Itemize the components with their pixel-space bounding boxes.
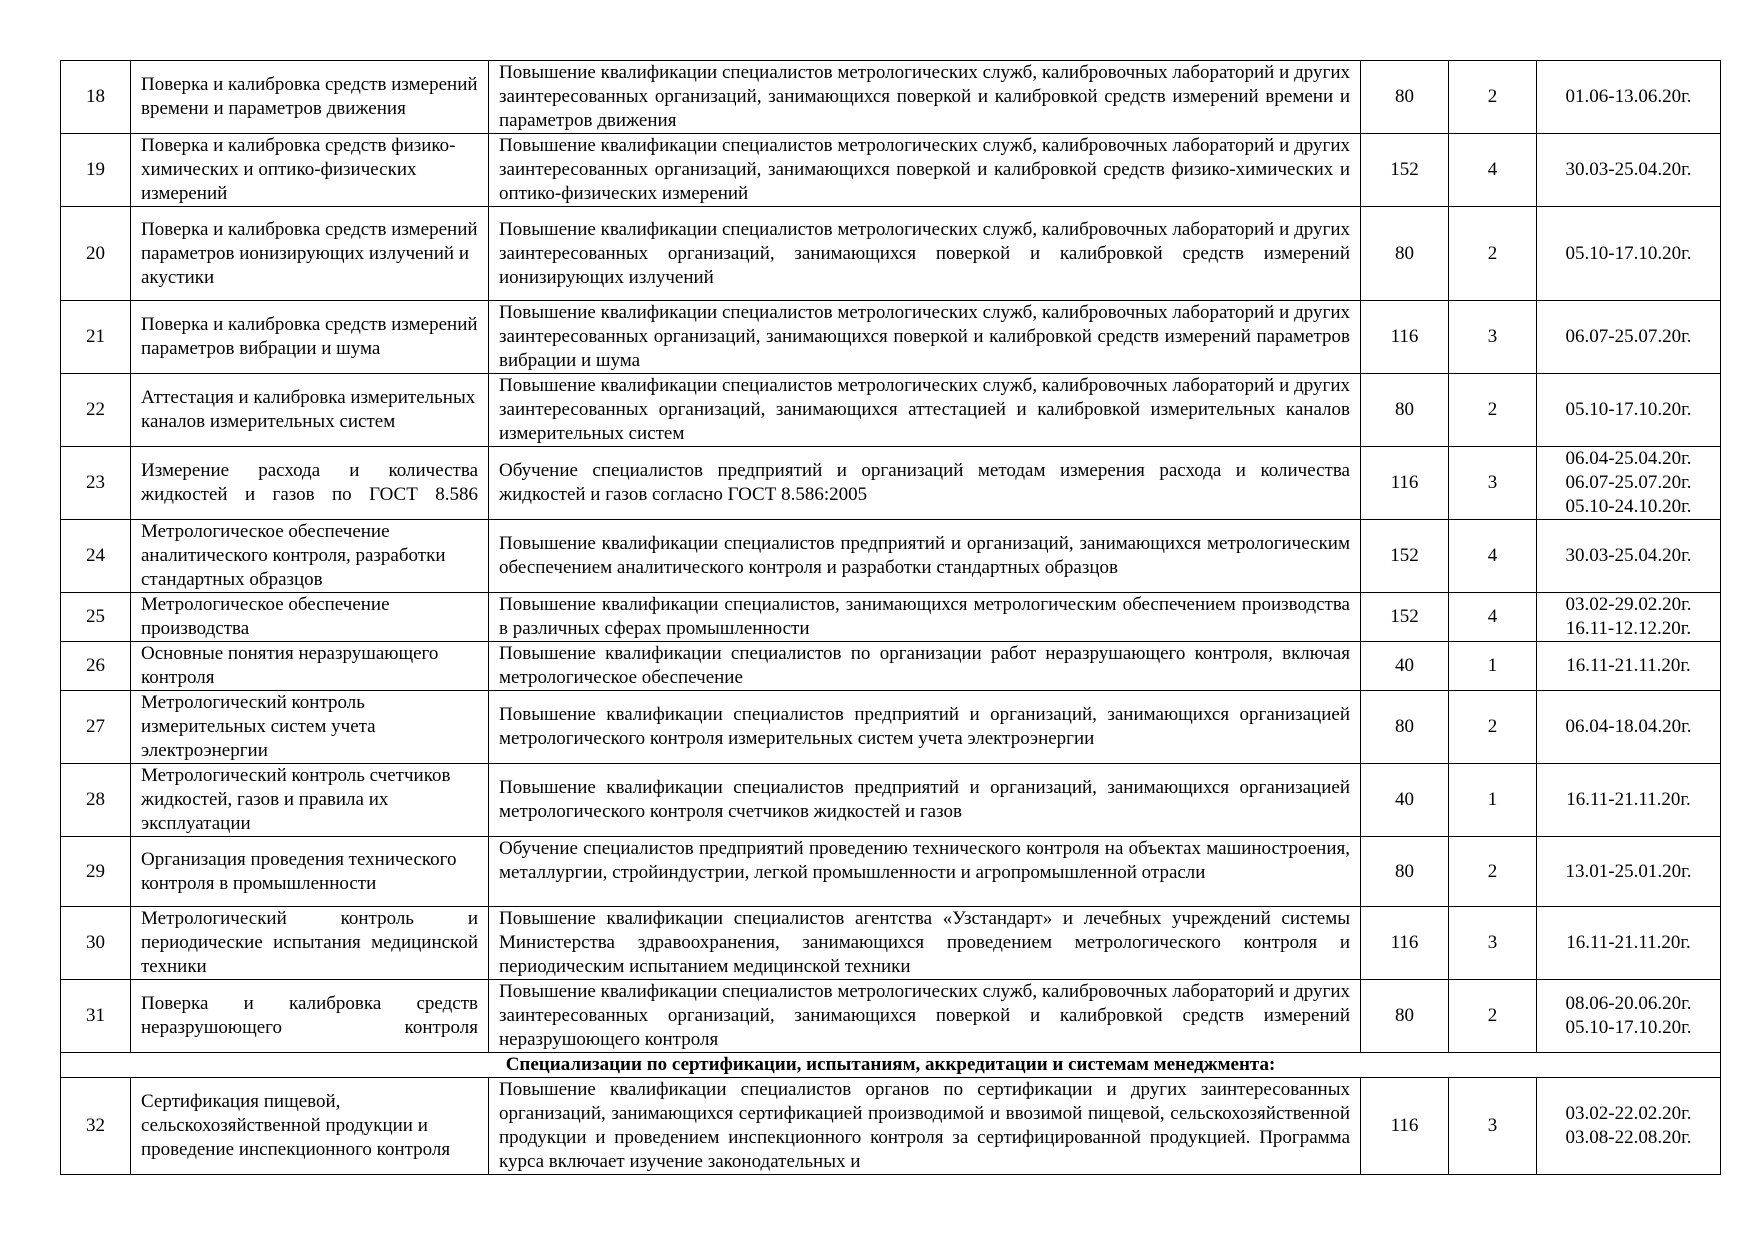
course-name: Метрологическое обеспечение производства xyxy=(141,594,390,639)
table-row xyxy=(61,1078,1721,1175)
row-number-cell xyxy=(61,301,131,374)
course-name-cell xyxy=(131,907,489,980)
row-number-cell xyxy=(61,1078,131,1175)
weeks-cell xyxy=(1449,374,1537,447)
course-description: Повышение квалификации специалистов метрологических служб, калибровочных лабораторий и других заинтересованных организаций, занимающихся аттестацией и калибровкой измерительных каналов измерительных систем xyxy=(499,375,1350,444)
course-hours: 40 xyxy=(1395,655,1414,676)
row-number-cell xyxy=(61,207,131,301)
course-date: 03.02-29.02.20г. xyxy=(1565,594,1692,615)
weeks-cell xyxy=(1449,61,1537,134)
row-number: 25 xyxy=(86,606,105,627)
course-weeks: 3 xyxy=(1487,326,1498,347)
hours-cell xyxy=(1361,61,1449,134)
course-hours: 40 xyxy=(1395,789,1414,810)
course-date: 06.04-18.04.20г. xyxy=(1565,716,1692,737)
course-name: Аттестация и калибровка измерительных каналов измерительных систем xyxy=(141,387,476,432)
row-number-cell xyxy=(61,837,131,907)
course-hours: 152 xyxy=(1390,159,1419,180)
course-hours: 80 xyxy=(1395,86,1414,107)
hours-cell xyxy=(1361,593,1449,642)
table-row xyxy=(61,764,1721,837)
dates-cell xyxy=(1537,907,1721,980)
weeks-cell xyxy=(1449,1078,1537,1175)
course-weeks: 2 xyxy=(1487,242,1498,264)
hours-cell xyxy=(1361,207,1449,301)
table-row xyxy=(61,593,1721,642)
row-number-cell xyxy=(61,593,131,642)
course-date: 16.11-12.12.20г. xyxy=(1565,618,1692,639)
courses-table xyxy=(60,60,1721,1175)
row-number: 30 xyxy=(86,932,105,953)
course-date: 16.11-21.11.20г. xyxy=(1566,655,1691,676)
course-date: 01.06-13.06.20г. xyxy=(1565,86,1692,107)
weeks-cell xyxy=(1449,134,1537,207)
row-number-cell xyxy=(61,520,131,593)
dates-cell xyxy=(1537,691,1721,764)
course-weeks: 2 xyxy=(1487,1005,1498,1026)
course-description-cell xyxy=(489,61,1361,134)
course-hours: 152 xyxy=(1390,545,1419,566)
dates-cell xyxy=(1537,642,1721,691)
weeks-cell xyxy=(1449,907,1537,980)
course-description-cell xyxy=(489,301,1361,374)
row-number-cell xyxy=(61,907,131,980)
course-weeks: 2 xyxy=(1487,716,1498,737)
dates-cell xyxy=(1537,134,1721,207)
course-weeks: 3 xyxy=(1487,1115,1498,1136)
row-number-cell xyxy=(61,374,131,447)
weeks-cell xyxy=(1449,207,1537,301)
table-row xyxy=(61,907,1721,980)
course-hours: 116 xyxy=(1390,472,1419,493)
course-description-cell xyxy=(489,207,1361,301)
course-name-cell xyxy=(131,1078,489,1175)
course-date: 03.02-22.02.20г. xyxy=(1565,1103,1692,1124)
course-description: Обучение специалистов предприятий проведению технического контроля на объектах машиностроения, металлургии, стройиндустрии, легкой промышленности и агропромышленной отрасли xyxy=(499,838,1350,883)
table-row xyxy=(61,642,1721,691)
hours-cell xyxy=(1361,134,1449,207)
hours-cell xyxy=(1361,642,1449,691)
course-description: Повышение квалификации специалистов предприятий и организаций, занимающихся метрологическим обеспечением аналитического контроля и разработки стандартных образцов xyxy=(499,533,1350,578)
table-row xyxy=(61,374,1721,447)
course-weeks: 1 xyxy=(1487,789,1498,810)
course-hours: 80 xyxy=(1395,860,1414,882)
course-hours: 80 xyxy=(1395,399,1414,420)
course-date: 16.11-21.11.20г. xyxy=(1566,789,1691,810)
weeks-cell xyxy=(1449,837,1537,907)
course-weeks: 4 xyxy=(1487,606,1498,627)
course-description-cell xyxy=(489,593,1361,642)
row-number: 27 xyxy=(86,716,105,737)
row-number: 23 xyxy=(86,472,105,493)
course-weeks: 2 xyxy=(1487,86,1498,107)
course-name: Сертификация пищевой, сельскохозяйственной продукции и проведение инспекционного контроля xyxy=(141,1091,451,1160)
course-description-cell xyxy=(489,374,1361,447)
course-description-cell xyxy=(489,691,1361,764)
course-name-cell xyxy=(131,301,489,374)
hours-cell xyxy=(1361,1078,1449,1175)
course-date: 06.04-25.04.20г. xyxy=(1565,448,1692,469)
course-name: Поверка и калибровка средств измерений времени и параметров движения xyxy=(141,74,478,119)
course-name-cell xyxy=(131,593,489,642)
course-name-cell xyxy=(131,764,489,837)
course-description-cell xyxy=(489,642,1361,691)
course-name-cell xyxy=(131,642,489,691)
section-title-cell xyxy=(61,1053,1721,1078)
section-header-row xyxy=(61,1053,1721,1078)
course-name: Организация проведения технического контроля в промышленности xyxy=(141,848,457,894)
dates-cell xyxy=(1537,301,1721,374)
course-description: Повышение квалификации специалистов метрологических служб, калибровочных лабораторий и других заинтересованных организаций, занимающихся поверкой и калибровкой средств измерений времени и параметров движения xyxy=(499,62,1350,131)
table-row xyxy=(61,61,1721,134)
row-number-cell xyxy=(61,134,131,207)
course-date: 05.10-17.10.20г. xyxy=(1565,1017,1692,1038)
row-number: 22 xyxy=(86,399,105,420)
course-description: Повышение квалификации специалистов предприятий и организаций, занимающихся организацией метрологического контроля счетчиков жидкостей и газов xyxy=(499,777,1350,822)
row-number-cell xyxy=(61,764,131,837)
row-number: 31 xyxy=(86,1005,105,1026)
dates-cell xyxy=(1537,207,1721,301)
course-description: Повышение квалификации специалистов, занимающихся метрологическим обеспечением производства в различных сферах промышленности xyxy=(499,594,1350,639)
table-row xyxy=(61,837,1721,907)
dates-cell xyxy=(1537,837,1721,907)
dates-cell xyxy=(1537,593,1721,642)
hours-cell xyxy=(1361,301,1449,374)
course-description-cell xyxy=(489,764,1361,837)
table-row xyxy=(61,980,1721,1053)
course-name-cell xyxy=(131,447,489,520)
course-description-cell xyxy=(489,837,1361,907)
course-date: 05.10-17.10.20г. xyxy=(1565,399,1692,420)
course-description: Повышение квалификации специалистов агентства «Узстандарт» и лечебных учреждений системы Министерства здравоохранения, занимающихся проведением метрологического контроля и периодическим испытанием медицинской техники xyxy=(499,908,1350,977)
course-description-cell xyxy=(489,907,1361,980)
dates-cell xyxy=(1537,374,1721,447)
course-name: Поверка и калибровка средств физико-химических и оптико-физических измерений xyxy=(141,135,456,204)
row-number: 18 xyxy=(86,86,105,107)
course-name: Поверка и калибровка средств измерений параметров вибрации и шума xyxy=(141,314,478,359)
course-name-cell xyxy=(131,837,489,907)
course-description: Повышение квалификации специалистов метрологических служб, калибровочных лабораторий и других заинтересованных организаций, занимающихся поверкой и калибровкой средств измерений неразрушоющего контроля xyxy=(499,981,1350,1050)
row-number: 28 xyxy=(86,789,105,810)
course-name-cell xyxy=(131,207,489,301)
dates-cell xyxy=(1537,980,1721,1053)
weeks-cell xyxy=(1449,980,1537,1053)
weeks-cell xyxy=(1449,691,1537,764)
course-hours: 80 xyxy=(1395,242,1414,264)
course-weeks: 3 xyxy=(1487,932,1498,953)
row-number-cell xyxy=(61,691,131,764)
table-row xyxy=(61,691,1721,764)
weeks-cell xyxy=(1449,642,1537,691)
course-weeks: 2 xyxy=(1487,860,1498,882)
table-row xyxy=(61,520,1721,593)
course-description-cell xyxy=(489,520,1361,593)
dates-cell xyxy=(1537,1078,1721,1175)
course-weeks: 4 xyxy=(1487,545,1498,566)
dates-cell xyxy=(1537,61,1721,134)
weeks-cell xyxy=(1449,301,1537,374)
hours-cell xyxy=(1361,374,1449,447)
course-name: Метрологическое обеспечение аналитического контроля, разработки стандартных образцов xyxy=(141,521,446,590)
course-hours: 152 xyxy=(1390,606,1419,627)
row-number: 21 xyxy=(86,326,105,347)
row-number: 19 xyxy=(86,159,105,180)
course-hours: 116 xyxy=(1390,932,1419,953)
table-row xyxy=(61,447,1721,520)
courses-table-body xyxy=(61,61,1721,1175)
course-name: Поверка и калибровка средств неразрушоющего контроля xyxy=(141,993,478,1038)
course-date: 05.10-17.10.20г. xyxy=(1565,242,1692,264)
dates-cell xyxy=(1537,764,1721,837)
course-date: 30.03-25.04.20г. xyxy=(1565,159,1692,180)
hours-cell xyxy=(1361,764,1449,837)
table-row xyxy=(61,301,1721,374)
course-hours: 80 xyxy=(1395,1005,1414,1026)
dates-cell xyxy=(1537,520,1721,593)
course-weeks: 4 xyxy=(1487,159,1498,180)
course-hours: 80 xyxy=(1395,716,1414,737)
course-weeks: 3 xyxy=(1487,472,1498,493)
weeks-cell xyxy=(1449,593,1537,642)
course-description: Повышение квалификации специалистов метрологических служб, калибровочных лабораторий и других заинтересованных организаций, занимающихся поверкой и калибровкой средств измерений ионизирующих излучений xyxy=(499,218,1350,288)
course-description: Повышение квалификации специалистов метрологических служб, калибровочных лабораторий и других заинтересованных организаций, занимающихся поверкой и калибровкой средств физико-химических и оптико-физических измерений xyxy=(499,135,1350,204)
course-name: Измерение расхода и количества жидкостей и газов по ГОСТ 8.586 xyxy=(141,460,478,505)
course-date: 05.10-24.10.20г. xyxy=(1565,496,1692,517)
course-description: Повышение квалификации специалистов предприятий и организаций, занимающихся организацией метрологического контроля измерительных систем учета электроэнергии xyxy=(499,704,1350,749)
course-date: 06.07-25.07.20г. xyxy=(1565,326,1692,347)
row-number: 24 xyxy=(86,545,105,566)
hours-cell xyxy=(1361,520,1449,593)
course-hours: 116 xyxy=(1390,1115,1419,1136)
course-date: 08.06-20.06.20г. xyxy=(1565,993,1692,1014)
course-date: 13.01-25.01.20г. xyxy=(1565,860,1692,882)
course-hours: 116 xyxy=(1390,326,1419,347)
table-row xyxy=(61,207,1721,301)
course-weeks: 2 xyxy=(1487,399,1498,420)
hours-cell xyxy=(1361,980,1449,1053)
course-name-cell xyxy=(131,61,489,134)
weeks-cell xyxy=(1449,447,1537,520)
course-description-cell xyxy=(489,134,1361,207)
hours-cell xyxy=(1361,907,1449,980)
course-name-cell xyxy=(131,691,489,764)
course-description-cell xyxy=(489,980,1361,1053)
course-name-cell xyxy=(131,520,489,593)
weeks-cell xyxy=(1449,520,1537,593)
course-date: 06.07-25.07.20г. xyxy=(1565,472,1692,493)
hours-cell xyxy=(1361,447,1449,520)
hours-cell xyxy=(1361,691,1449,764)
course-name: Метрологический контроль и периодические испытания медицинской техники xyxy=(141,908,478,977)
course-name: Метрологический контроль измерительных систем учета электроэнергии xyxy=(141,692,376,761)
course-name-cell xyxy=(131,374,489,447)
dates-cell xyxy=(1537,447,1721,520)
course-date: 16.11-21.11.20г. xyxy=(1566,932,1691,953)
section-title: Специализации по сертификации, испытаниям, аккредитации и системам менеджмента: xyxy=(505,1054,1276,1075)
course-description-cell xyxy=(489,447,1361,520)
row-number-cell xyxy=(61,980,131,1053)
course-name: Метрологический контроль счетчиков жидкостей, газов и правила их эксплуатации xyxy=(141,765,451,834)
course-description: Обучение специалистов предприятий и организаций методам измерения расхода и количества жидкостей и газов согласно ГОСТ 8.586:2005 xyxy=(499,460,1350,505)
hours-cell xyxy=(1361,837,1449,907)
course-description: Повышение квалификации специалистов по организации работ неразрушающего контроля, включая метрологическое обеспечение xyxy=(499,643,1350,688)
table-row xyxy=(61,134,1721,207)
course-name-cell xyxy=(131,134,489,207)
course-weeks: 1 xyxy=(1487,655,1498,676)
course-date: 30.03-25.04.20г. xyxy=(1565,545,1692,566)
course-date: 03.08-22.08.20г. xyxy=(1565,1127,1692,1148)
row-number: 32 xyxy=(86,1115,105,1136)
row-number-cell xyxy=(61,61,131,134)
row-number-cell xyxy=(61,642,131,691)
weeks-cell xyxy=(1449,764,1537,837)
course-description-cell xyxy=(489,1078,1361,1175)
course-description: Повышение квалификации специалистов органов по сертификации и других заинтересованных организаций, занимающихся сертификацией производимой и ввозимой пищевой, сельскохозяйственной продукции и проведением инспекционного контроля за сертифицированной продукцией. Программа курса включает изучение законодательных и xyxy=(499,1079,1350,1172)
course-description: Повышение квалификации специалистов метрологических служб, калибровочных лабораторий и других заинтересованных организаций, занимающихся поверкой и калибровкой средств измерений параметров вибрации и шума xyxy=(499,302,1350,371)
course-name-cell xyxy=(131,980,489,1053)
course-name: Основные понятия неразрушающего контроля xyxy=(141,643,439,688)
row-number: 20 xyxy=(86,242,105,264)
row-number: 29 xyxy=(86,860,105,882)
row-number-cell xyxy=(61,447,131,520)
course-name: Поверка и калибровка средств измерений параметров ионизирующих излучений и акустики xyxy=(141,218,478,288)
row-number: 26 xyxy=(86,655,105,676)
